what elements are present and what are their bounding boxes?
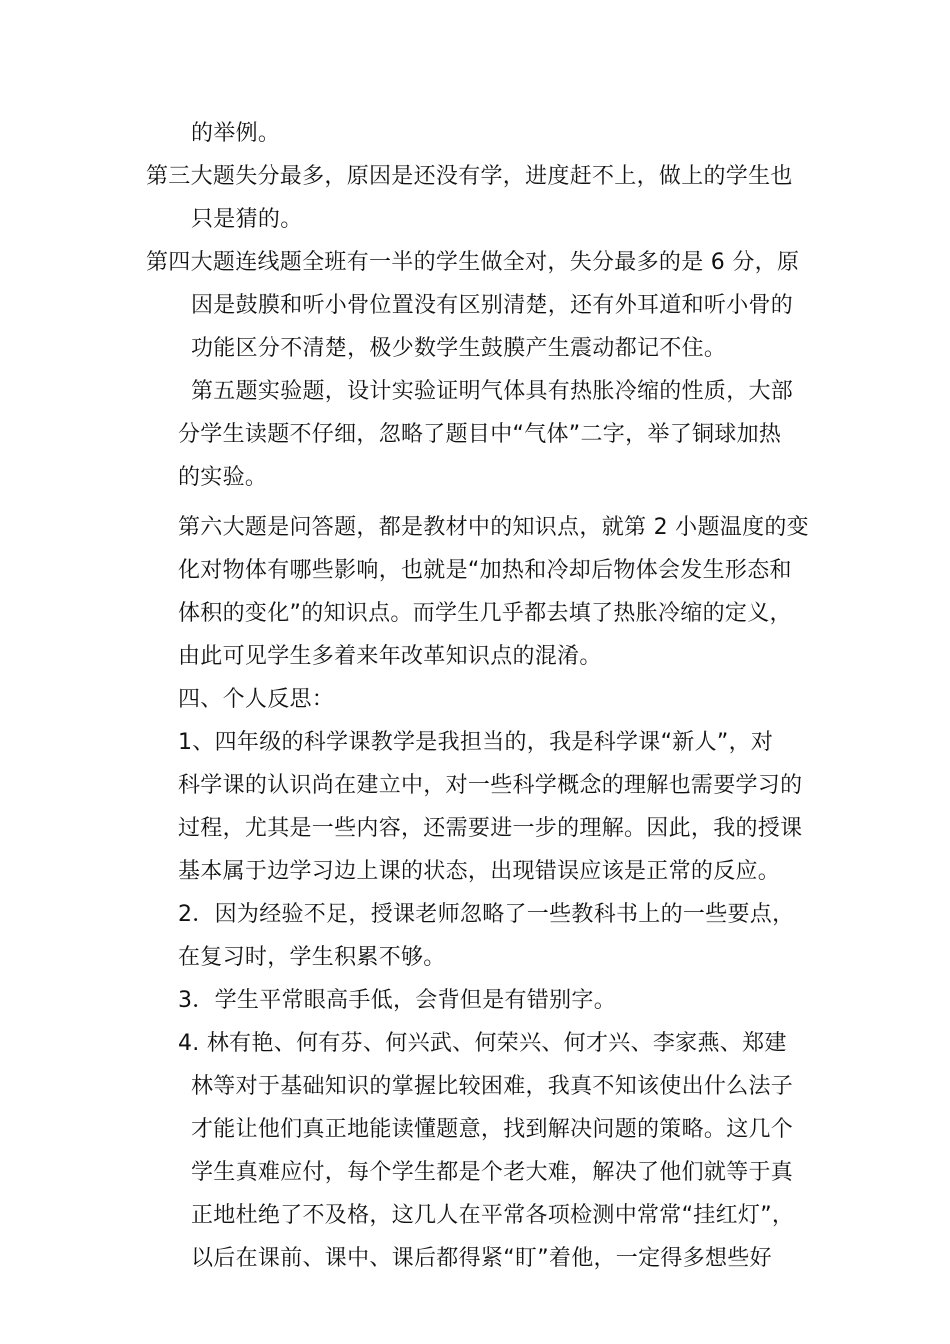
text-line: 在复习时，学生积累不够。 [178,945,446,970]
text-line: 基本属于边学习边上课的状态，出现错误应该是正常的反应。 [178,859,781,884]
text-line: 由此可见学生多着来年改革知识点的混淆。 [178,644,602,669]
text-line: 体积的变化”的知识点。而学生几乎都去填了热胀冷缩的定义， [178,601,792,626]
text-line: 因是鼓膜和听小骨位置没有区别清楚，还有外耳道和听小骨的 [191,293,794,318]
text-line: 2．因为经验不足，授课老师忽略了一些教科书上的一些要点， [178,902,795,927]
section-heading: 四、个人反思： [178,687,335,712]
text-line: 第五题实验题，设计实验证明气体具有热胀冷缩的性质，大部 [191,379,794,404]
text-line: 功能区分不清楚，极少数学生鼓膜产生震动都记不住。 [191,336,727,361]
text-line: 第四大题连线题全班有一半的学生做全对，失分最多的是 6 分，原 [146,250,800,275]
text-line: 第六大题是问答题，都是教材中的知识点，就第 2 小题温度的变 [178,515,809,540]
text-line: 4. 林有艳、何有芬、何兴武、何荣兴、何才兴、李家燕、郑建 [178,1031,787,1056]
text-line: 的实验。 [178,465,268,490]
text-line: 以后在课前、课中、课后都得紧“盯”着他，一定得多想些好 [191,1246,772,1271]
text-line: 科学课的认识尚在建立中，对一些科学概念的理解也需要学习的 [178,773,803,798]
text-line: 过程，尤其是一些内容，还需要进一步的理解。因此，我的授课 [178,816,803,841]
text-line: 的举例。 [191,121,281,146]
text-line: 1、四年级的科学课教学是我担当的，我是科学课“新人”，对 [178,730,774,755]
text-line: 分学生读题不仔细，忽略了题目中“气体”二字，举了铜球加热 [178,422,782,447]
text-line: 才能让他们真正地能读懂题意，找到解决问题的策略。这几个 [191,1117,794,1142]
text-line: 化对物体有哪些影响，也就是“加热和冷却后物体会发生形态和 [178,558,792,583]
text-line: 3．学生平常眼高手低，会背但是有错别字。 [178,988,616,1013]
text-line: 第三大题失分最多，原因是还没有学，进度赶不上，做上的学生也 [146,164,793,189]
text-line: 正地杜绝了不及格，这几人在平常各项检测中常常“挂红灯”， [191,1203,795,1228]
text-line: 只是猜的。 [191,207,303,232]
text-line: 学生真难应付，每个学生都是个老大难，解决了他们就等于真 [191,1160,794,1185]
text-line: 林等对于基础知识的掌握比较困难，我真不知该使出什么法子 [191,1074,794,1099]
